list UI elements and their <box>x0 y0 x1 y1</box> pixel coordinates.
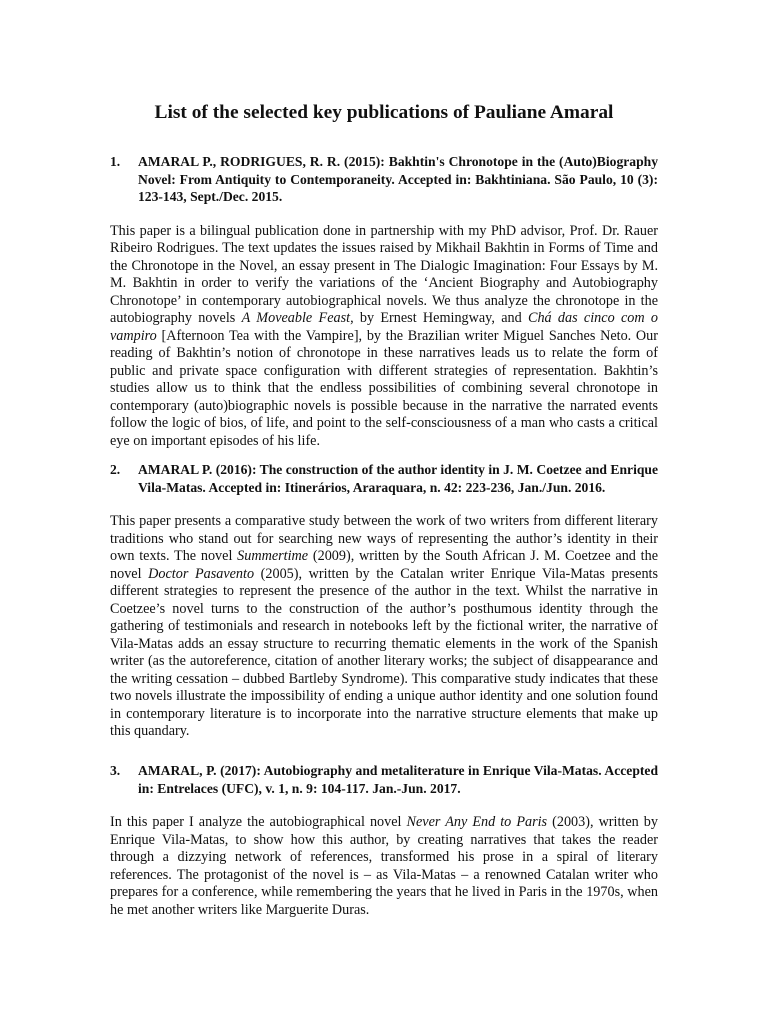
abstract-text: , by Ernest Hemingway, and <box>350 310 528 327</box>
italic-title: Chá das cinco com o vampiro <box>110 310 658 344</box>
italic-title: Summertime <box>237 548 309 565</box>
publication-entry <box>110 762 658 919</box>
abstract-text: This paper is a bilingual publication done in partnership with my PhD advisor, Prof. Dr. Rauer Ribeiro Rodrigues. The text updates the issues raised by Mikhail Bakhtin in Forms of Time and the Chronotope in the Novel, an essay present in The Dialogic Imagination: Four Essays by M. M. Bakhtin in order to verify the variations of the ‘Ancient Biography and Autobiography Chronotope’ in contemporary autobiographical novels. We thus analyze the chronotope in the autobiography novels <box>110 222 658 327</box>
publication-citation <box>110 461 658 496</box>
abstract-text: [Afternoon Tea with the Vampire], by the Brazilian writer Miguel Sanches Neto. Our reading of Bakhtin’s notion of chronotope in these narratives leads us to relate the form of public and private space configuration with different strategies of representation. Bakhtin’s studies allow us to think that the endless possibilities of combining several chronotope in contemporary (auto)biographic novels is possible because in the narrative the narrated events follow the logic of bios, of life, and point to the self-consciousness of a man who casts a critical eye on important episodes of his life. <box>110 327 658 449</box>
publication-number: 1. <box>110 154 121 169</box>
publication-abstract <box>110 223 658 451</box>
publication-citation <box>110 153 658 206</box>
citation-text: AMARAL P., RODRIGUES, R. R. (2015): Bakhtin's Chronotope in the (Auto)Biography Novel: From Antiquity to Contemporaneity. Accepted in: Bakhtiniana. São Paulo, 10 (3): 123-143, Sept./Dec. 2015. <box>138 154 658 205</box>
document-title: List of the selected key publications of Pauliane Amaral <box>154 102 614 123</box>
publication-entry <box>110 461 658 741</box>
abstract-text: (2009), written by the South African J. M. Coetzee and the novel <box>110 548 658 582</box>
italic-title: A Moveable Feast <box>241 310 351 327</box>
abstract-text: (2003), written by Enrique Vila-Matas, to show how this author, by creating narratives that takes the reader through a dizzying network of references, transformed his prose in a spiral of literary references. The protagonist of the novel is – as Vila-Matas – a renowned Catalan writer who prepares for a conference, while remembering the years that he lived in Paris in the 1970s, when he met another writers like Marguerite Duras. <box>110 814 658 918</box>
publication-abstract <box>110 814 658 919</box>
italic-title: Never Any End to Paris <box>406 814 548 831</box>
publication-number: 3. <box>110 762 121 778</box>
abstract-text: In this paper I analyze the autobiographical novel <box>110 814 407 831</box>
citation-text: AMARAL P. (2016): The construction of the author identity in J. M. Coetzee and Enrique Vila-Matas. Accepted in: Itinerários, Araraquara, n. 42: 223-236, Jan./Jun. 2016. <box>138 462 658 495</box>
publication-number: 2. <box>110 462 121 478</box>
abstract-text: This paper presents a comparative study between the work of two writers from different literary traditions who stand out for searching new ways of representing the author’s identity in their own texts. The novel <box>110 513 658 565</box>
publication-entry <box>110 153 658 450</box>
publication-abstract <box>110 513 658 741</box>
abstract-text: (2005), written by the Catalan writer Enrique Vila-Matas presents different strategies to represent the presence of the author in the text. Whilst the narrative in Coetzee’s novel turns to the construction of the author’s posthumous identity through the gathering of testimonials and research in notebooks left by the fictional writer, the narrative of Vila-Matas adds an essay structure to recurring thematic elements in the work of the Spanish writer (as the autoreference, citation of another literary works; the subject of disappearance and the writing cessation – dubbed Bartleby Syndrome). This comparative study indicates that these two novels illustrate the impossibility of ending a unique author identity and one solution found in contemporary literature is to incorporate into the narrative structure elements that make up this quandary. <box>110 565 658 740</box>
citation-text: AMARAL, P. (2017): Autobiography and metaliterature in Enrique Vila-Matas. Accepted in: Entrelaces (UFC), v. 1, n. 9: 104-117. Jan.-Jun. 2017. <box>138 762 658 796</box>
publication-citation <box>110 762 658 797</box>
italic-title: Doctor Pasavento <box>148 565 255 582</box>
